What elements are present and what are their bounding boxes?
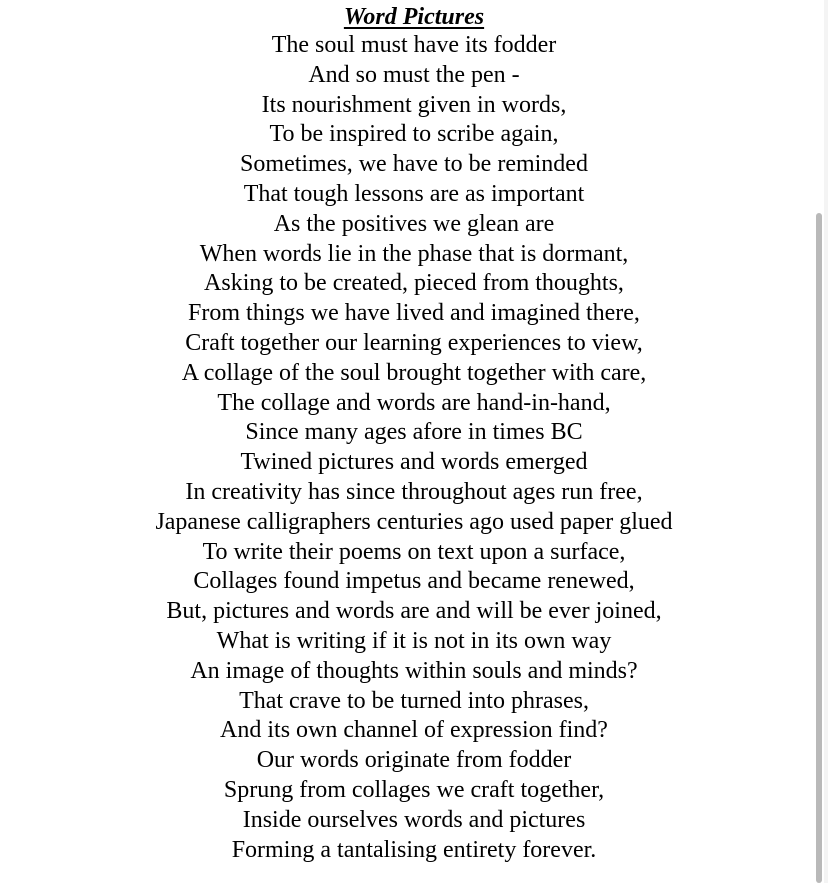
poem-line: A collage of the soul brought together with care, bbox=[181, 359, 647, 386]
poem-line: Collages found impetus and became renewed, bbox=[193, 568, 635, 595]
poem-line: The soul must have its fodder bbox=[271, 32, 557, 58]
poem-line: Twined pictures and words emerged bbox=[240, 449, 588, 476]
poem-line: To write their poems on text upon a surface, bbox=[202, 538, 626, 565]
poem-line: Craft together our learning experiences to view, bbox=[185, 329, 643, 356]
poem-line: The collage and words are hand-in-hand, bbox=[217, 389, 611, 416]
poem-line: Asking to be created, pieced from thoughts, bbox=[204, 270, 624, 297]
poem-body bbox=[0, 31, 828, 865]
poem-line: And so must the pen - bbox=[308, 61, 520, 88]
poem-line: That crave to be turned into phrases, bbox=[239, 687, 589, 714]
poem-line: Our words originate from fodder bbox=[256, 747, 572, 774]
poem-line: An image of thoughts within souls and minds? bbox=[190, 657, 638, 684]
poem-line: To be inspired to scribe again, bbox=[269, 121, 559, 148]
poem-line: Inside ourselves words and pictures bbox=[242, 806, 586, 833]
poem-line: Its nourishment given in words, bbox=[261, 91, 567, 118]
poem-line: Since many ages afore in times BC bbox=[245, 419, 583, 446]
poem-line: Sometimes, we have to be reminded bbox=[240, 151, 588, 178]
poem-title: Word Pictures bbox=[343, 4, 485, 30]
poem-line: That tough lessons are as important bbox=[243, 180, 585, 207]
poem-line: As the positives we glean are bbox=[273, 210, 555, 237]
poem-line: In creativity has since throughout ages run free, bbox=[185, 478, 643, 505]
poem-line: When words lie in the phase that is dormant, bbox=[199, 240, 629, 267]
poem-line: From things we have lived and imagined there, bbox=[188, 300, 640, 327]
vertical-scrollbar[interactable] bbox=[816, 213, 822, 883]
poem-line: What is writing if it is not in its own way bbox=[216, 627, 612, 654]
poem-line: Japanese calligraphers centuries ago used paper glued bbox=[155, 508, 673, 535]
poem-line: Sprung from collages we craft together, bbox=[223, 776, 605, 803]
poem-line: Forming a tantalising entirety forever. bbox=[231, 836, 597, 863]
poem-line: But, pictures and words are and will be ever joined, bbox=[166, 598, 662, 625]
poem-line: And its own channel of expression find? bbox=[220, 717, 608, 744]
